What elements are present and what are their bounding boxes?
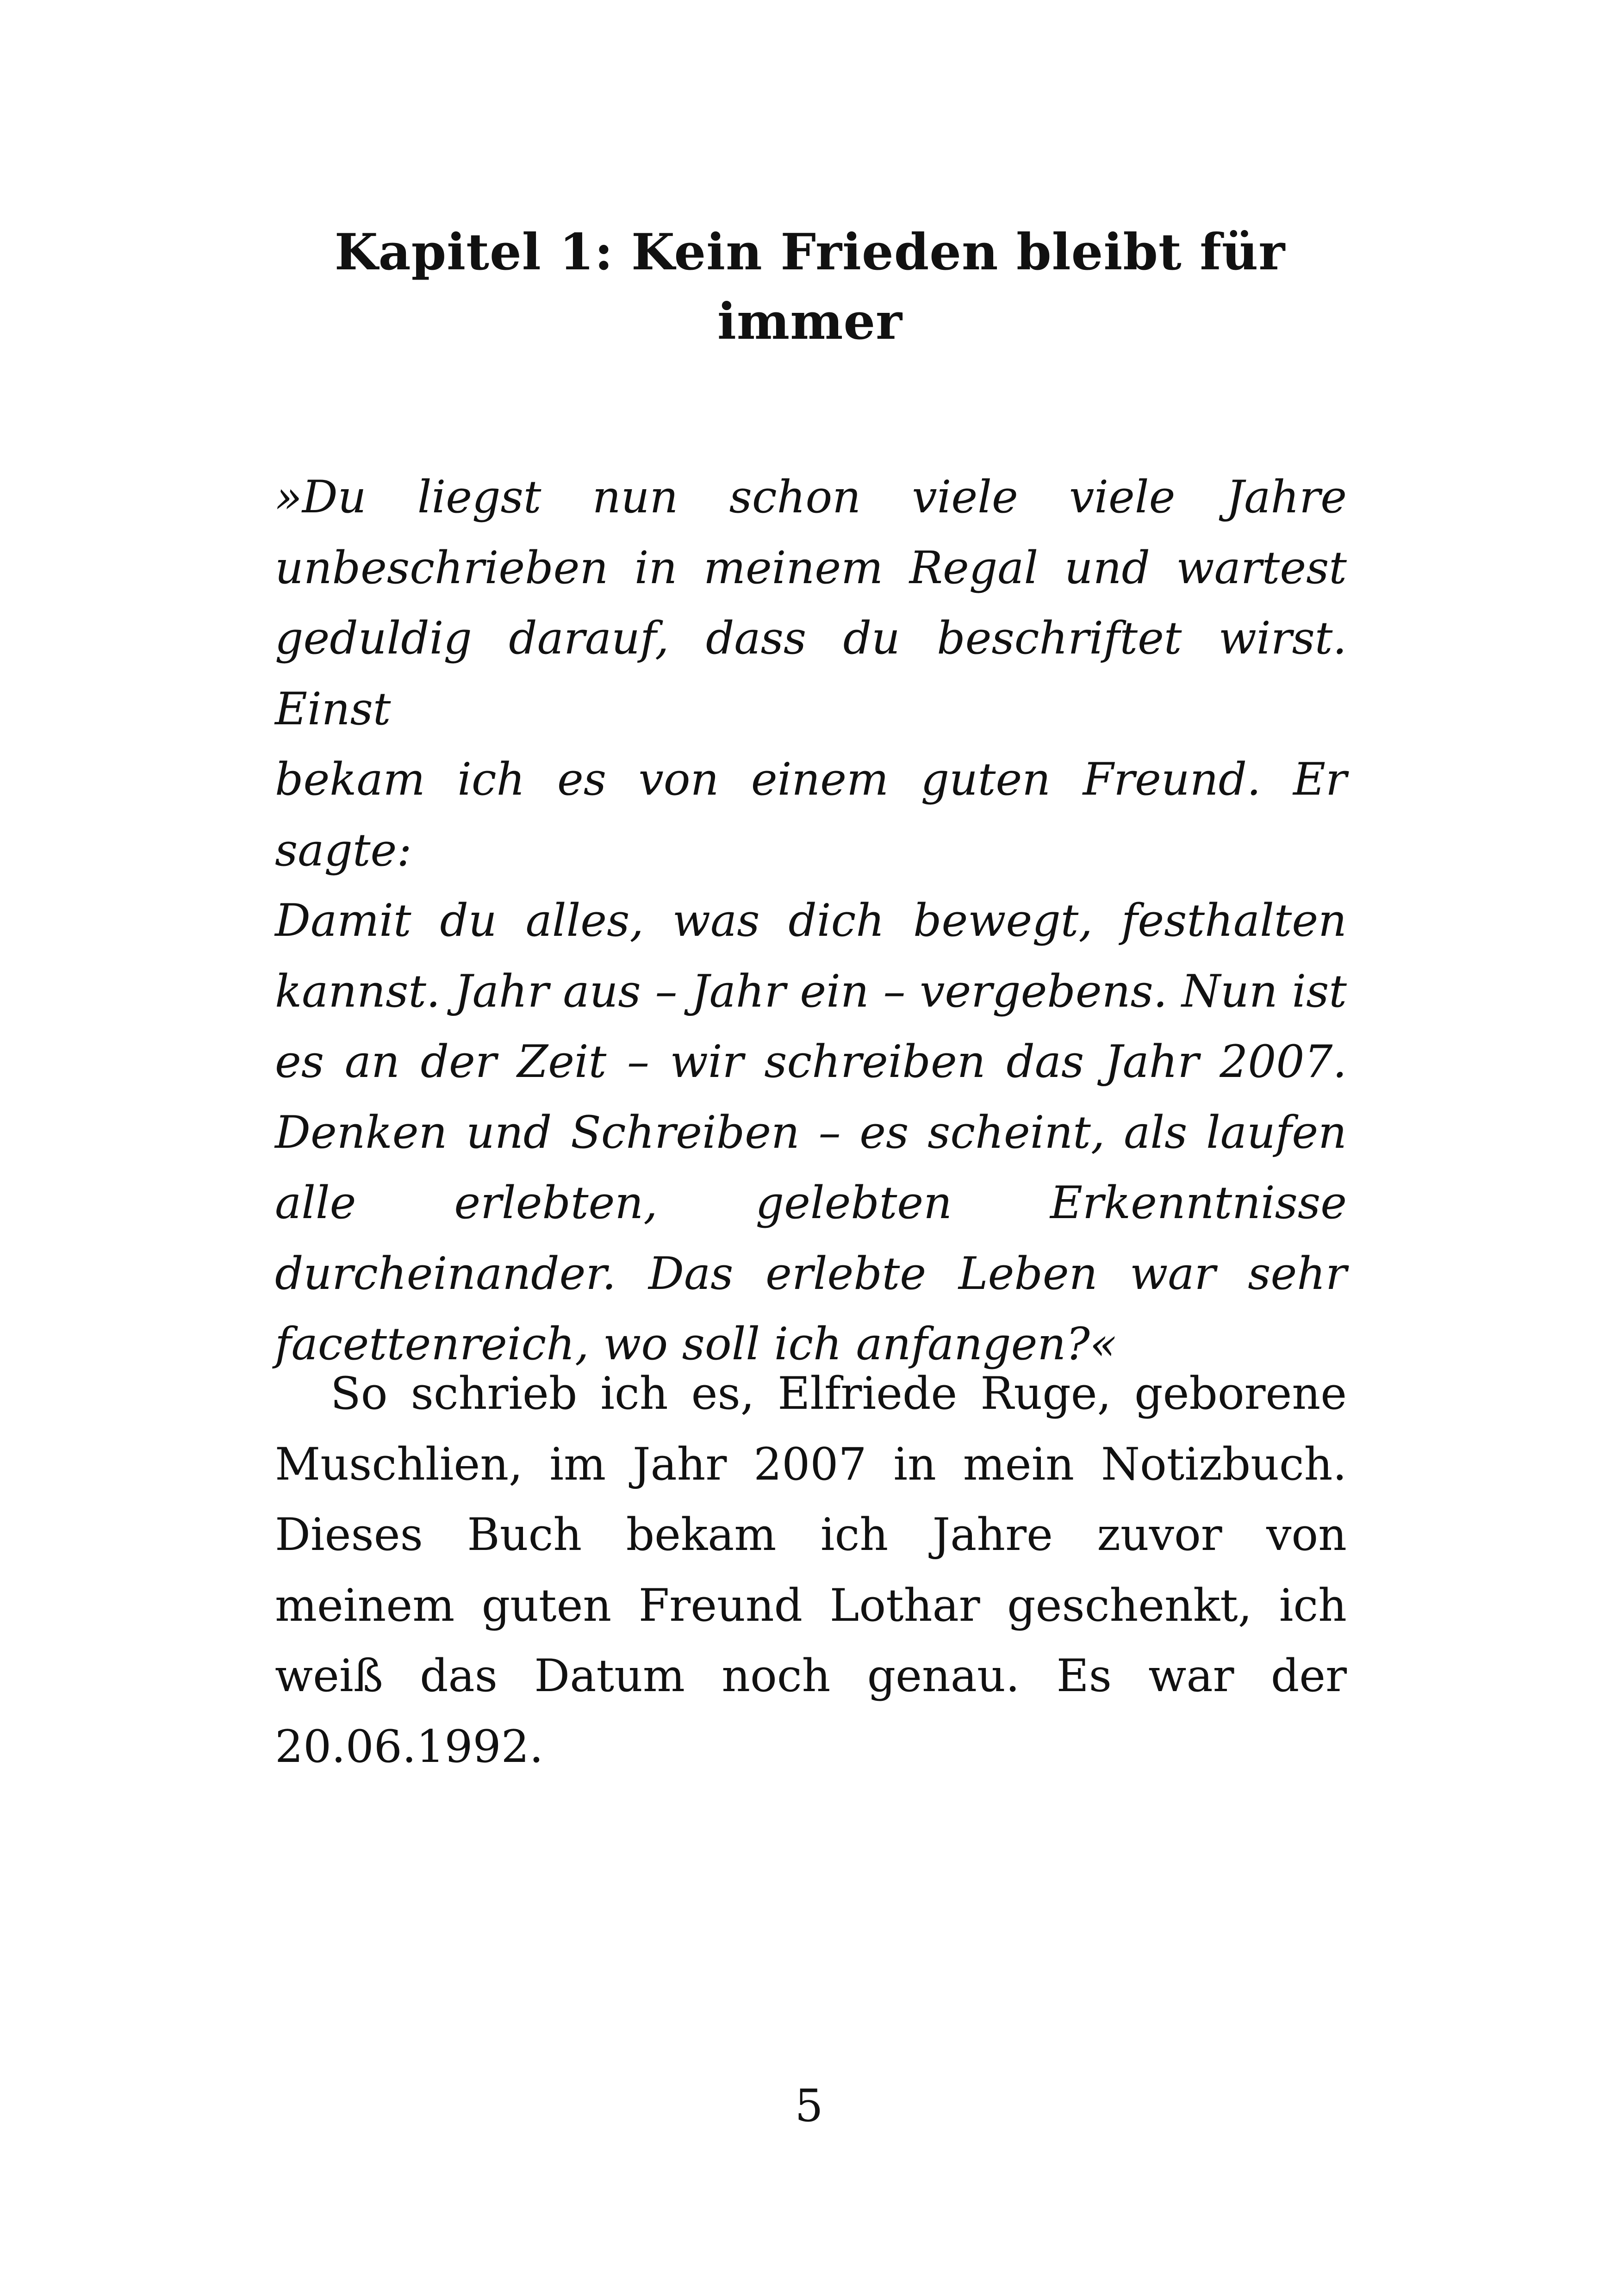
page-number: 5 bbox=[795, 2080, 823, 2132]
quote-line: facettenreich, wo soll ich anfangen?« bbox=[275, 1318, 1117, 1370]
paragraph-line: Dieses Buch bekam ich Jahre zuvor von bbox=[275, 1509, 1347, 1561]
chapter-title-line: Kapitel 1: Kein Frieden bleibt für bbox=[334, 223, 1286, 281]
paragraph-line: meinem guten Freund Lothar geschenkt, ich bbox=[275, 1579, 1347, 1631]
quote-line: alle erlebten, gelebten Erkenntnisse bbox=[275, 1177, 1347, 1229]
quote-line: »Du liegst nun schon viele viele Jahre bbox=[275, 471, 1347, 523]
quote-line: kannst. Jahr aus – Jahr ein – vergebens. Nun ist bbox=[275, 965, 1347, 1017]
quote-line: durcheinander. Das erlebte Leben war sehr bbox=[275, 1247, 1347, 1300]
paragraph-line: So schrieb ich es, Elfriede Ruge, geborene bbox=[330, 1368, 1347, 1419]
paragraph-line: Muschlien, im Jahr 2007 in mein Notizbuch. bbox=[275, 1438, 1347, 1490]
quote-line: Damit du alles, was dich bewegt, festhalten bbox=[275, 895, 1347, 946]
chapter-title bbox=[273, 218, 1347, 356]
chapter-title-line: immer bbox=[717, 292, 903, 351]
paragraph-line: 20.06.1992. bbox=[275, 1720, 544, 1773]
quote-line: es an der Zeit – wir schreiben das Jahr 2007. bbox=[275, 1036, 1347, 1088]
opening-quote bbox=[275, 462, 1347, 1380]
body-paragraph bbox=[275, 1358, 1347, 1782]
quote-line: geduldig darauf, dass du beschriftet wirst. Einst bbox=[275, 612, 1347, 735]
paragraph-line: weiß das Datum noch genau. Es war der bbox=[275, 1650, 1347, 1702]
quote-line: Denken und Schreiben – es scheint, als laufen bbox=[275, 1106, 1347, 1158]
quote-line: bekam ich es von einem guten Freund. Er sagte: bbox=[275, 753, 1347, 876]
quote-line: unbeschrieben in meinem Regal und wartest bbox=[275, 541, 1347, 594]
